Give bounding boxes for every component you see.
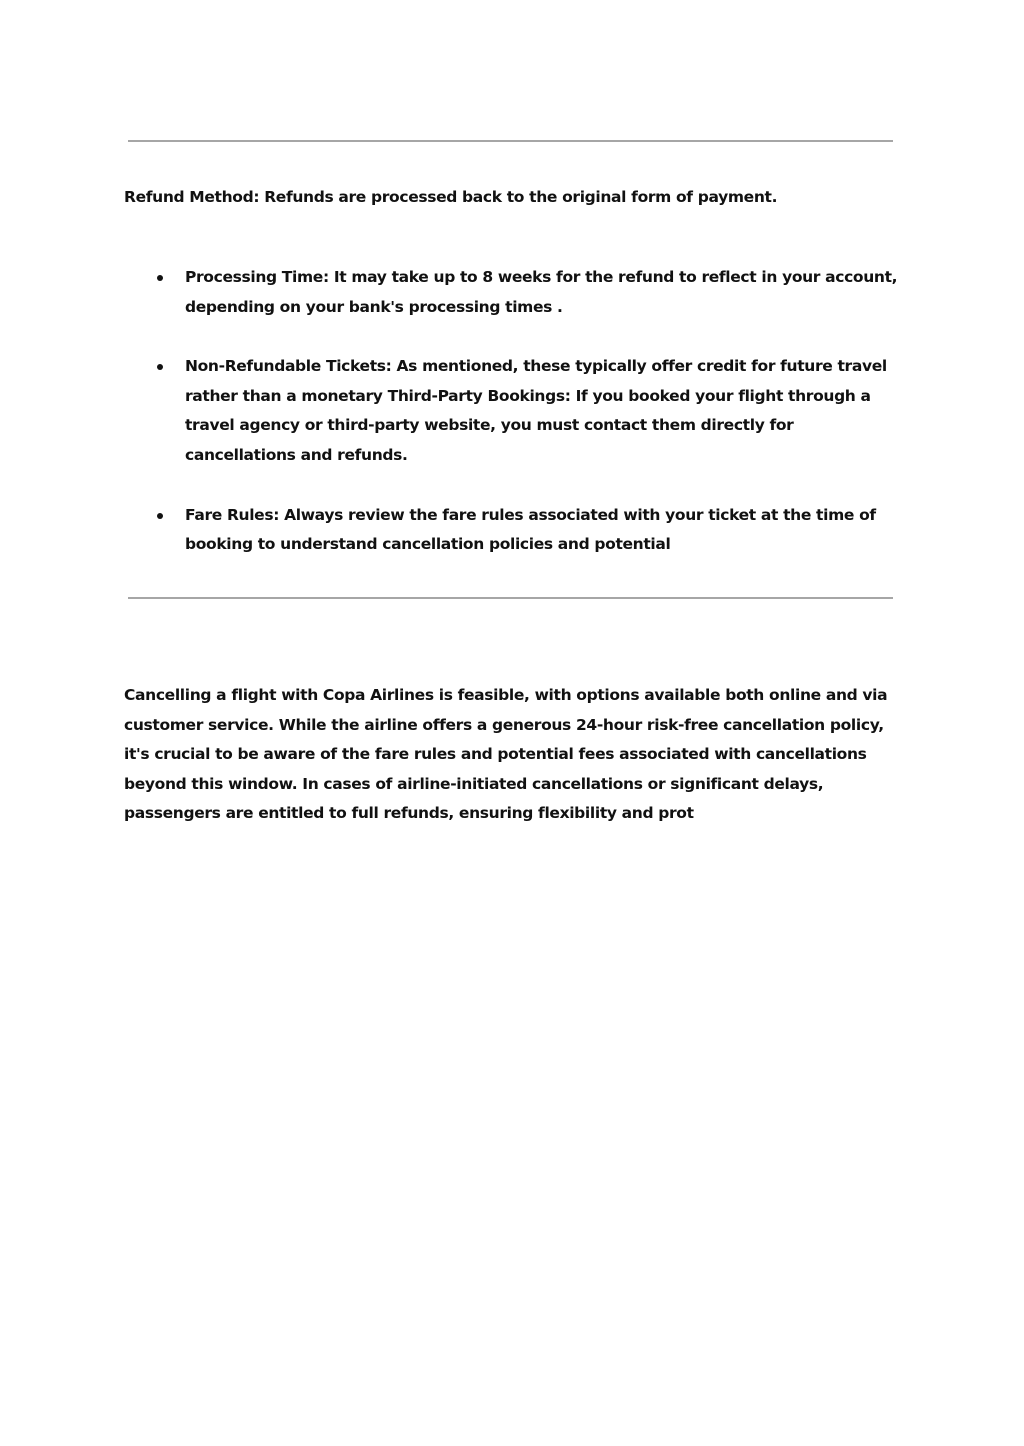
bullet-icon xyxy=(157,275,163,281)
list-item-text: Non-Refundable Tickets: As mentioned, these typically offer credit for future travel rather than a monetary Third-Party Bookings: If you booked your flight through a travel agency or third-party website, you must contact them directly for cancellations and refunds. xyxy=(185,357,887,464)
list-item-text: Fare Rules: Always review the fare rules associated with your ticket at the time of booking to understand cancellation policies and potential xyxy=(185,505,876,554)
list-item xyxy=(124,263,904,322)
bullet-icon xyxy=(157,364,163,370)
bullet-icon xyxy=(157,513,163,519)
divider-bottom xyxy=(128,597,893,599)
conclusion-paragraph: Cancelling a flight with Copa Airlines is feasible, with options available both online and via customer service. While the airline offers a generous 24-hour risk-free cancellation policy, it's crucial to be aware of the fare rules and potential fees associated with cancellations beyond this window. In cases of airline-initiated cancellations or significant delays, passengers are entitled to full refunds, ensuring flexibility and prot xyxy=(124,686,888,823)
list-item-text: Processing Time: It may take up to 8 weeks for the refund to reflect in your account, depending on your bank's processing times . xyxy=(185,268,898,316)
refund-method-text: Refund Method: Refunds are processed back to the original form of payment. xyxy=(124,188,778,206)
list-item xyxy=(124,501,904,560)
divider-top xyxy=(128,140,893,142)
list-item xyxy=(124,352,904,470)
refund-details-list xyxy=(124,263,904,560)
